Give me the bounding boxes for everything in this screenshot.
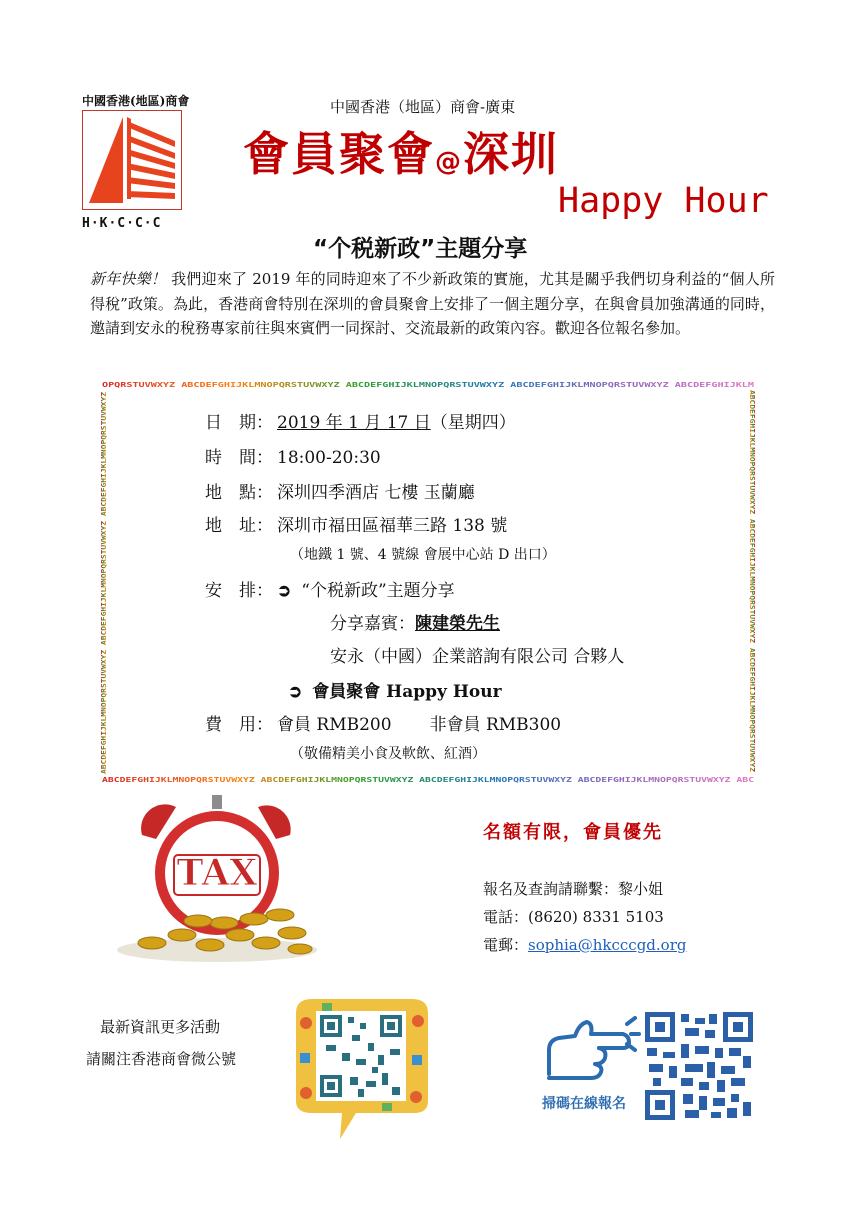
organizer-subtitle: 中國香港（地區）商會-廣東 [330,98,516,116]
phone-number: (8620) 8331 5103 [528,908,664,926]
topic-title: “个税新政”主題分享 [313,236,528,262]
frame-top-text: OPQRSTUVWXYZ ABCDEFGHIJKLMNOPQRSTUVWXYZ ABCDEFGHIJKLMNOPQRSTUVWXYZ ABCDEFGHIJKLMNOPQRSTUVWXYZ ABCDEFGHIJKLM [102,380,755,389]
frame-bottom-text: ABCDEFGHIJKLMNOPQRSTUVWXYZ ABCDEFGHIJKLMNOPQRSTUVWXYZ ABCDEFGHIJKLMNOPQRSTUVWXYZ ABCDEFGHIJKLMNOPQRSTUVWXYZ ABC [102,775,754,784]
schedule-item-2: 會員聚會 Happy Hour [312,682,502,702]
address-note: （地鐵 1 號、4 號線 會展中心站 D 出口） [290,547,556,563]
event-title [243,118,559,184]
hand-pointing-icon [545,1014,641,1084]
phone-line [483,906,664,927]
address-value: 深圳市福田區福華三路 138 號 [277,516,508,536]
time-label: 時 間： [205,448,273,468]
intro-body: 我們迎來了 2019 年的同時迎來了不少新政策的實施，尤其是關乎我們切身利益的“個人所得稅”政策。為此，香港商會特別在深圳的會員聚會上安排了一個主題分享，在與會員加強溝通的同時，邀請到安永的稅務專家前往與來賓們一同探討、交流最新的政策內容。歡迎各位報名參加。 [90,270,775,337]
intro-paragraph [90,267,775,341]
happy-hour-title: Happy Hour [558,181,769,221]
detail-address [205,511,507,536]
arrow-icon: ➲ [288,682,303,702]
schedule-item-1: “个税新政”主題分享 [301,581,455,601]
event-title-city: 深圳 [463,127,559,181]
detail-schedule-2 [288,677,502,702]
address-label: 地 址： [205,516,273,536]
email-line [483,934,686,955]
fee-nonmember: 非會員 RMB300 [429,715,562,735]
date-value: 2019 年 1 月 17 日 [277,413,431,433]
date-label: 日 期： [205,413,273,433]
detail-guest [330,609,500,634]
event-title-main: 會員聚會 [243,127,435,181]
guest-name: 陳建榮先生 [415,614,500,634]
detail-fee [205,710,561,735]
detail-schedule [205,576,455,601]
event-title-at: @ [435,147,463,177]
email-link[interactable]: sophia@hkcccgd.org [528,936,687,954]
schedule-label: 安 排： [205,581,273,601]
arrow-icon: ➲ [277,581,292,601]
tax-alarm-clock-image [112,795,322,965]
guest-title: 安永（中國）企業諮詢有限公司 合夥人 [330,647,625,667]
detail-date [205,408,516,433]
quota-notice: 名額有限，會員優先 [483,822,663,843]
enquiry-contact: 報名及查詢請聯繫：黎小姐 [483,880,664,898]
guest-label: 分享嘉賓： [330,614,415,634]
news-line-1: 最新資訊更多活動 [100,1018,221,1036]
detail-time [205,443,381,468]
fee-note: （敬備精美小食及軟飲、紅酒） [290,746,486,762]
venue-value: 深圳四季酒店 七樓 玉蘭廳 [277,483,475,503]
time-value: 18:00-20:30 [277,448,381,468]
registration-qr-code[interactable] [645,1012,753,1120]
fee-member: 會員 RMB200 [277,715,392,735]
date-weekday: （星期四） [430,413,516,433]
fee-label: 費 用： [205,715,273,735]
wechat-qr-code [282,993,437,1141]
scan-to-register-label: 掃碼在線報名 [542,1096,626,1112]
detail-venue [205,478,475,503]
logo-caption: 中國香港(地區)商會 [82,94,190,108]
hkccc-logo [82,110,182,210]
phone-label: 電話： [483,908,529,926]
intro-greeting: 新年快樂！ [90,270,167,288]
venue-label: 地 點： [205,483,273,503]
logo-letters: H·K·C·C·C [82,216,162,231]
email-label: 電郵： [483,936,529,954]
clock-tax-text: TAX [176,852,258,894]
frame-left-text: ABCDEFGHIJKLMNOPQRSTUVWXYZ ABCDEFGHIJKLMNOPQRSTUVWXYZ ABCDEFGHIJKLMNOPQRSTUVWXYZ [99,427,108,774]
news-line-2: 請關注香港商會微公號 [86,1050,237,1068]
frame-right-text: ABCDEFGHIJKLMNOPQRSTUVWXYZ ABCDEFGHIJKLMNOPQRSTUVWXYZ ABCDEFGHIJKLMNOPQRSTUVWXYZ [748,390,757,737]
